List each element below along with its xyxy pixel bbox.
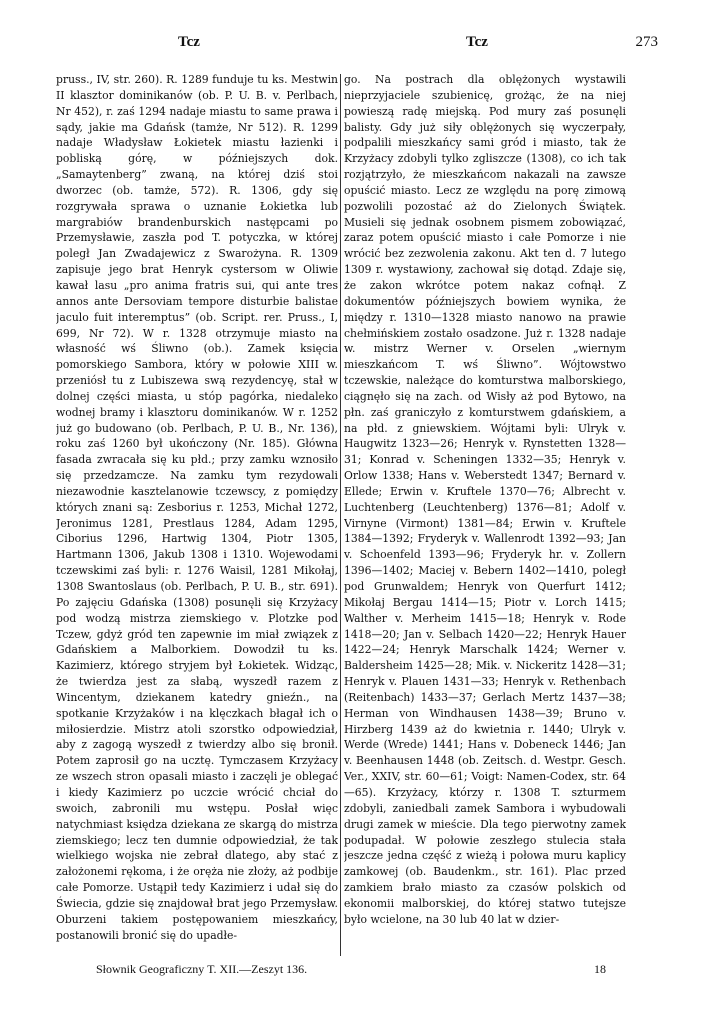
header-middle-title: Tcz bbox=[466, 34, 488, 50]
column-right-text: go. Na postrach dla oblężonych wystawili nieprzyjaciele szubienicę, grożąc, że na niej powieszą radę miejską. Pod mury zaś posunęli balisty. Gdy już siły oblężonych się wyczerpały, podpalili mieszkańcy sami gród i miasto, tak że Krzyżacy zdobyli tylko zgliszcze (1308), co ich tak rozjątrzyło, że mieszkańcom nakazali na zawsze opuścić miasto. Lecz ze względu na porę zimową pozwolili pozostać aż do Zielonych Świątek. Musieli się jednak osobnem pismem zobowiązać, zaraz potem opuścić miasto i całe Pomorze i nie wrócić bez zezwolenia zakonu. Akt ten d. 7 lutego 1309 r. wystawiony, zachował się dotąd. Zdaje się, że zakon wkrótce potem nakaz cofnął. Z dokumentów późniejszych bowiem wynika, że między r. 1310—1328 miasto nanowo na prawie chełmińskiem zostało osadzone. Już r. 1328 nadaje w. mistrz Werner v. Orselen „wiernym mieszkańcom T. wś Śliwno”. Wójtowstwo tczewskie, należące do komturstwa malborskiego, ciągnęło się na zach. od Wisły aż pod Bytowo, na płn. zaś graniczyło z komturstwem gdańskiem, a na płd. z gniewskiem. Wójtami byli: Ulryk v. Haugwitz 1323—26; Henryk v. Rynstetten 1328—31; Konrad v. Scheningen 1332—35; Henryk v. Orlow 1338; Hans v. Weberstedt 1347; Bernard v. Ellede; Erwin v. Kruftele 1370—76; Albrecht v. Luchtenberg (Leuchtenberg) 1376—81; Adolf v. Virnyne (Virmont) 1381—84; Erwin v. Kruftele 1384—1392; Fryderyk v. Wallenrodt 1392—93; Jan v. Schoenfeld 1393—96; Fryderyk hr. v. Zollern 1396—1402; Maciej v. Bebern 1402—1410, poległ pod Grunwaldem; Henryk von Querfurt 1412; Mikołaj Bergau 1414—15; Piotr v. Lorch 1415; Walther v. Merheim 1415—18; Henryk v. Rode 1418—20; Jan v. Selbach 1420—22; Henryk Hauer 1422—24; Henryk Marschalk 1424; Werner v. Baldersheim 1425—28; Mik. v. Nickeritz 1428—31; Henryk v. Plauen 1431—33; Henryk v. Rethenbach (Reitenbach) 1433—37; Gerlach Mertz 1437—38; Herman von Windhausen 1438—39; Bruno v. Hirzberg 1439 aż do kwietnia r. 1440; Ulryk v. Werde (Wrede) 1441; Hans v. Dobeneck 1446; Jan v. Beenhausen 1448 (ob. Zeitsch. d. Westpr. Gesch. Ver., XXIV, str. 60—61; Voigt: Namen-Codex, str. 64—65). Krzyżacy, którzy r. 1308 T. szturmem zdobyli, zaniedbali zamek Sambora i wybudowali drugi zamek w mieście. Dla tego pierwotny zamek podupadał. W połowie zeszłego stulecia stała jeszcze jedna część z wieżą i połowa muru kaplicy zamkowej (ob. Baudenkm., str. 161). Plac przed zamkiem brało miasto za czasów polskich od ekonomii malborskiej, do której statwo tutejsze było wcielone, na 30 lub 40 lat w dzier- bbox=[344, 73, 626, 926]
footer-imprint: Słownik Geograficzny T. XII.—Zeszyt 136. bbox=[96, 962, 308, 976]
header-left-title: Tcz bbox=[178, 34, 200, 50]
running-header bbox=[58, 34, 658, 58]
column-divider bbox=[340, 74, 341, 956]
page-number: 273 bbox=[635, 34, 658, 50]
text-column-right bbox=[344, 72, 626, 952]
footer-signature: 18 bbox=[594, 962, 606, 976]
text-column-left bbox=[56, 72, 338, 952]
page-footer bbox=[56, 962, 656, 980]
column-left-text: pruss., IV, str. 260). R. 1289 funduje tu ks. Mestwin II klasztor dominikanów (ob. P. U. B. v. Perlbach, Nr 452), r. zaś 1294 nadaje miastu to same prawa i sądy, jakie ma Gdańsk (tamże, Nr 512). R. 1299 nadaje Władysław Łokietek miastu łazienki i pobliską górę, w późniejszych dok. „Samaytenberg” zwaną, na której dziś stoi dworzec (ob. tamże, 572). R. 1306, gdy się rozgrywała sprawa o uznanie Łokietka lub margrabiów brandenburskich następcami po Przemysławie, zaszła pod T. potyczka, w której poległ Jan Zwadajewicz z Swarożyna. R. 1309 zapisuje jego brat Henryk cystersom w Oliwie kawał lasu „pro anima fratris sui, qui ante tres annos ante Dersoviam tempore disturbie balistae jaculo fuit interemptus” (ob. Script. rer. Pruss., I, 699, Nr 72). W r. 1328 otrzymuje miasto na własność wś Śliwno (ob.). Zamek księcia pomorskiego Sambora, który w połowie XIII w. przeniósł tu z Lubiszewa swą rezydencyę, stał w dolnej części miasta, u stóp pagórka, niedaleko wodnej bramy i klasztoru dominikanów. W r. 1252 już go budowano (ob. Perlbach, P. U. B., Nr. 136), roku zaś 1260 był ukończony (Nr. 185). Główna fasada zwracała się ku płd.; przy zamku wznosiło się przedzamcze. Na zamku tym rezydowali niezawodnie kasztelanowie tczewscy, z pomiędzy których znani są: Zesborius r. 1253, Michał 1272, Jeronimus 1281, Prestlaus 1284, Adam 1295, Ciborius 1296, Hartwig 1304, Piotr 1305, Hartmann 1306, Jakub 1308 i 1310. Wojewodami tczewskimi zaś byli: r. 1276 Waisil, 1281 Mikołaj, 1308 Swantoslaus (ob. Perlbach, P. U. B., str. 691). Po zajęciu Gdańska (1308) posunęli się Krzyżacy pod wodzą mistrza ziemskiego v. Plotzke pod Tczew, gdyż gród ten zapewnie im miał związek z Gdańskiem a Malborkiem. Dowodził tu ks. Kazimierz, którego stryjem był Łokietek. Widząc, że twierdza jest za słabą, wyszedł razem z Wincentym, dziekanem katedry gnieźn., na spotkanie Krzyżaków i na klęczkach błagał ich o miłosierdzie. Mistrz atoli szorstko odpowiedział, aby z zagogą wyszedł z twierdzy albo się bronił. Potem zaprosił go na ucztę. Tymczasem Krzyżacy ze wszech stron opasali miasto i zaczęli je oblegać i kiedy Kazimierz po uczcie wrócić chciał do swoich, zabronili mu wstępu. Posłał więc natychmiast księdza dziekana ze skargą do mistrza ziemskiego; lecz ten dumnie odpowiedział, że tak wielkiego wojska nie zebrał dlatego, aby stać z założonemi rękoma, i że oręża nie złoży, aż podbije całe Pomorze. Ustąpił tedy Kazimierz i udał się do Świecia, gdzie się znajdował brat jego Przemysław. Oburzeni takiem postępowaniem mieszkańcy, postanowili bronić się do upadłe- bbox=[56, 73, 338, 942]
